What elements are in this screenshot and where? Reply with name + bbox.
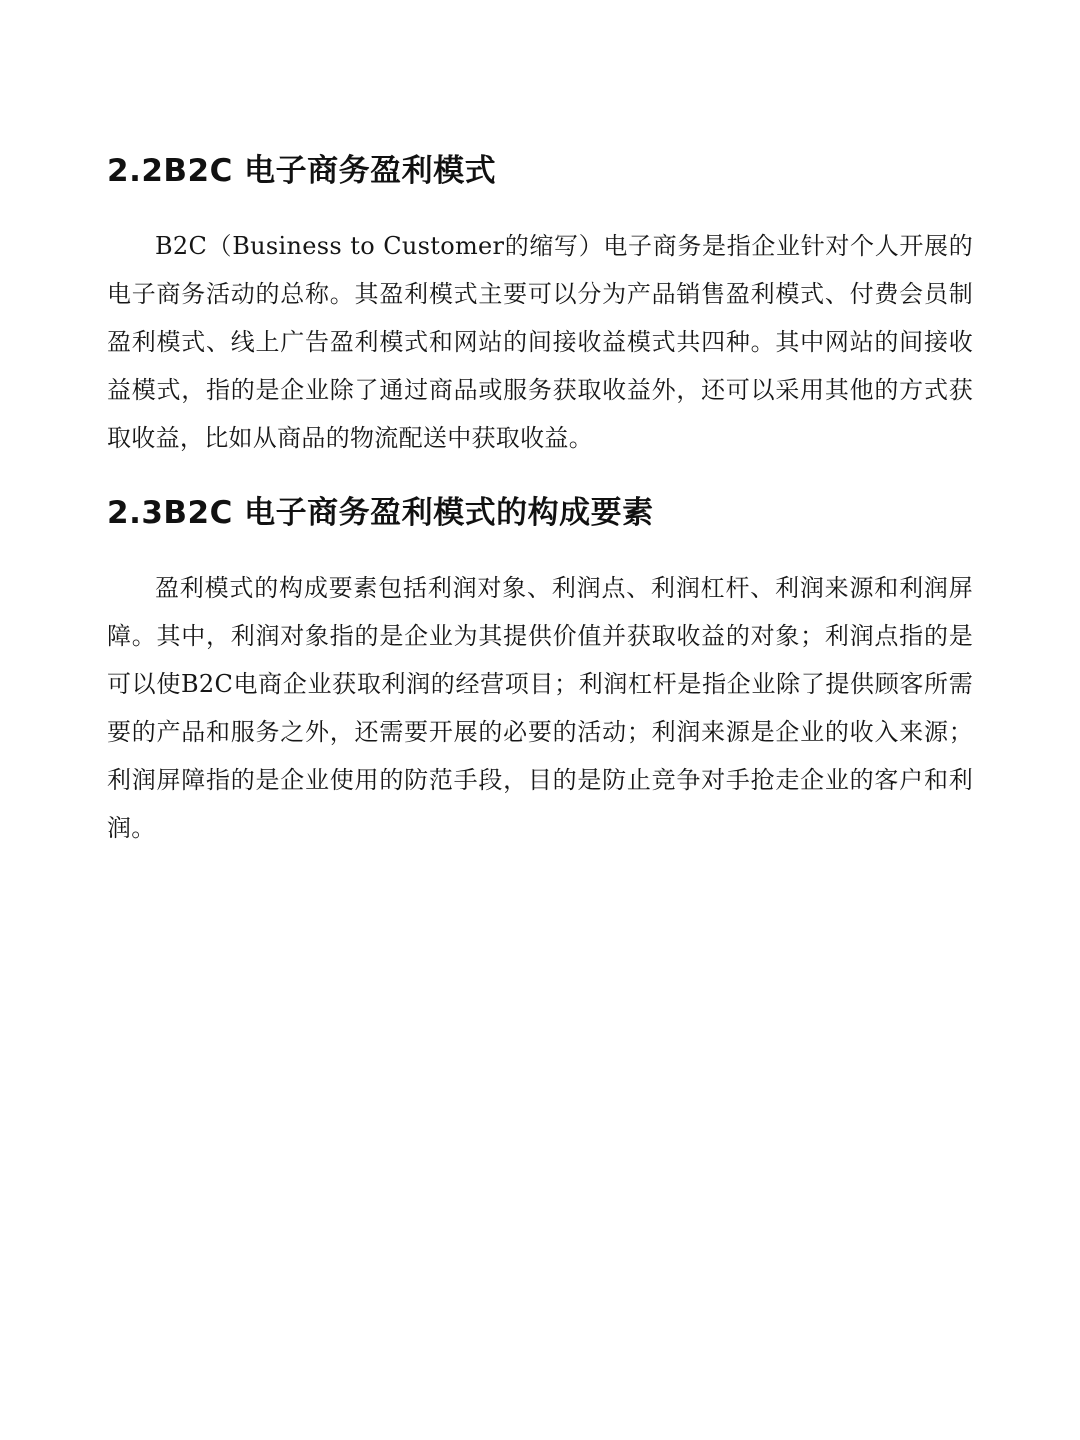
- section-paragraph: 盈利模式的构成要素包括利润对象、利润点、利润杠杆、利润来源和利润屏障。其中，利润对象指的是企业为其提供价值并获取收益的对象；利润点指的是可以使B2C电商企业获取利润的经营项目；利润杠杆是指企业除了提供顾客所需要的产品和服务之外，还需要开展的必要的活动；利润来源是企业的收入来源；利润屏障指的是企业使用的防范手段，目的是防止竞争对手抢走企业的客户和利润。: [107, 574, 973, 842]
- section-profit-model-elements: [107, 488, 973, 852]
- section-paragraph: B2C（Business to Customer的缩写）电子商务是指企业针对个人开展的电子商务活动的总称。其盈利模式主要可以分为产品销售盈利模式、付费会员制盈利模式、线上广告盈利模式和网站的间接收益模式共四种。其中网站的间接收益模式，指的是企业除了通过商品或服务获取收益外，还可以采用其他的方式获取收益，比如从商品的物流配送中获取收益。: [107, 232, 973, 452]
- section-heading: 2.3B2C 电子商务盈利模式的构成要素: [107, 495, 654, 531]
- section-heading: 2.2B2C 电子商务盈利模式: [107, 153, 497, 189]
- section-b2c-profit-model: [107, 146, 973, 462]
